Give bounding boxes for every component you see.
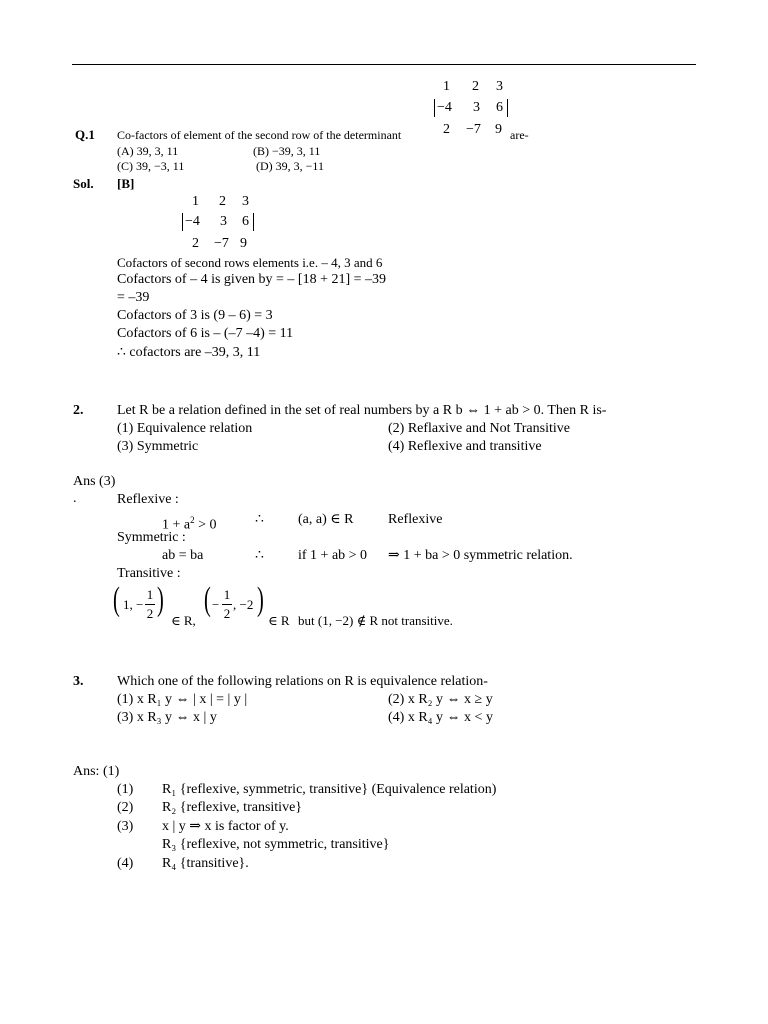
det-cell: 3 — [473, 100, 480, 115]
det-cell: 3 — [496, 79, 503, 94]
solution-line: = –39 — [117, 290, 150, 305]
answer-dot: . — [73, 491, 77, 506]
fraction-denominator: 2 — [223, 606, 231, 621]
det-cell: 1 — [192, 194, 199, 209]
therefore-symbol: ∴ — [255, 548, 264, 563]
det-cell: 3 — [242, 194, 249, 209]
reflexive-pair: (a, a) ∈ R — [298, 512, 354, 527]
question-suffix: are- — [510, 128, 529, 142]
question-text: Which one of the following relations on R is equivalence relation- — [117, 674, 488, 689]
det-cell: 9 — [240, 236, 247, 251]
det-cell: 2 — [472, 79, 479, 94]
answer-item-number: (2) — [117, 800, 134, 815]
option-1: (1) Equivalence relation — [117, 421, 253, 436]
fraction-numerator: 1 — [146, 587, 154, 602]
option-1: (1) x R₁ y ⇔ | x | = | y | — [117, 692, 248, 707]
option-c: (C) 39, −3, 11 — [117, 159, 185, 173]
solution-line: Cofactors of 3 is (9 – 6) = 3 — [117, 308, 273, 323]
question-text: Co-factors of element of the second row of the determinant — [117, 128, 402, 142]
left-paren-icon: ( — [113, 581, 120, 618]
det-bar-right — [253, 213, 254, 231]
det-cell: 2 — [192, 236, 199, 251]
option-2: (2) Reflaxive and Not Transitive — [388, 421, 570, 436]
fraction-bar — [145, 604, 155, 605]
question-number: 2. — [73, 403, 84, 418]
therefore-symbol: ∴ — [255, 512, 264, 527]
answer-item-number: (4) — [117, 856, 134, 871]
option-b: (B) −39, 3, 11 — [253, 144, 321, 158]
det-cell: 9 — [495, 122, 502, 137]
solution-label: Sol. — [73, 176, 94, 191]
symmetric-condition: if 1 + ab > 0 — [298, 548, 368, 563]
solution-line: Cofactors of second rows elements i.e. – 4, 3 and 6 — [117, 255, 383, 270]
det-cell: 6 — [242, 214, 249, 229]
det-bar-left — [434, 99, 435, 117]
membership-text: ∈ R — [268, 613, 290, 628]
fraction-numerator: 1 — [223, 587, 231, 602]
det-cell: 3 — [220, 214, 227, 229]
top-rule — [72, 64, 696, 65]
answer-item-number: (1) — [117, 782, 134, 797]
answer-item-text: R₃ {reflexive, not symmetric, transitive} — [162, 837, 390, 852]
det-cell: −7 — [214, 236, 229, 251]
symmetric-conclusion: ⇒ 1 + ba > 0 symmetric relation. — [388, 548, 573, 563]
answer-label: Ans (3) — [73, 474, 116, 489]
det-cell: −4 — [185, 214, 200, 229]
answer-item-text: x | y ⇒ x is factor of y. — [162, 819, 289, 834]
det-cell: 2 — [443, 122, 450, 137]
question-text: Let R be a relation defined in the set of real numbers by a R b ⇔ 1 + ab > 0. Then R is- — [117, 403, 607, 418]
option-4: (4) x R₄ y ⇔ x < y — [388, 710, 493, 725]
option-3: (3) x R₃ y ⇔ x | y — [117, 710, 217, 725]
answer-item-text: R₂ {reflexive, transitive} — [162, 800, 302, 815]
transitive-conclusion: but (1, −2) ∉ R not transitive. — [298, 613, 453, 628]
solution-line: ∴ cofactors are –39, 3, 11 — [117, 345, 261, 360]
transitive-heading: Transitive : — [117, 566, 181, 581]
answer-item-text: R₁ {reflexive, symmetric, transitive} (Equivalence relation) — [162, 782, 497, 797]
left-paren-icon: ( — [204, 581, 211, 618]
pair-lead: − — [212, 597, 220, 612]
solution-line: Cofactors of – 4 is given by = – [18 + 21] = –39 — [117, 272, 387, 287]
fraction-denominator: 2 — [146, 606, 154, 621]
answer-label: Ans: (1) — [73, 764, 120, 779]
option-4: (4) Reflexive and transitive — [388, 439, 542, 454]
solution-line: Cofactors of 6 is – (–7 –4) = 11 — [117, 326, 294, 341]
fraction-bar — [222, 604, 232, 605]
det-cell: 2 — [219, 194, 226, 209]
answer-item-text: R₄ {transitive}. — [162, 856, 249, 871]
option-2: (2) x R₂ y ⇔ x ≥ y — [388, 692, 493, 707]
option-d: (D) 39, 3, −11 — [256, 159, 324, 173]
right-paren-icon: ) — [257, 581, 264, 618]
pair-lead: 1, − — [123, 597, 144, 612]
right-paren-icon: ) — [157, 581, 164, 618]
det-cell: −7 — [466, 122, 481, 137]
question-number: 3. — [73, 674, 84, 689]
det-cell: 6 — [496, 100, 503, 115]
reflexive-conclusion: Reflexive — [388, 512, 443, 527]
option-a: (A) 39, 3, 11 — [117, 144, 179, 158]
det-bar-left — [182, 213, 183, 231]
question-number: Q.1 — [75, 127, 95, 142]
det-cell: −4 — [437, 100, 452, 115]
det-bar-right — [507, 99, 508, 117]
reflexive-expression: $1 + a^2 > 0$ — [162, 515, 217, 533]
reflexive-heading: Reflexive : — [117, 492, 179, 507]
option-3: (3) Symmetric — [117, 439, 199, 454]
membership-text: ∈ R, — [171, 613, 196, 628]
pair-tail: , −2 — [233, 597, 254, 612]
solution-answer: [B] — [117, 176, 135, 191]
answer-item-number: (3) — [117, 819, 134, 834]
symmetric-heading: Symmetric : — [117, 530, 186, 545]
symmetric-expression: ab = ba — [162, 548, 204, 563]
det-cell: 1 — [443, 79, 450, 94]
